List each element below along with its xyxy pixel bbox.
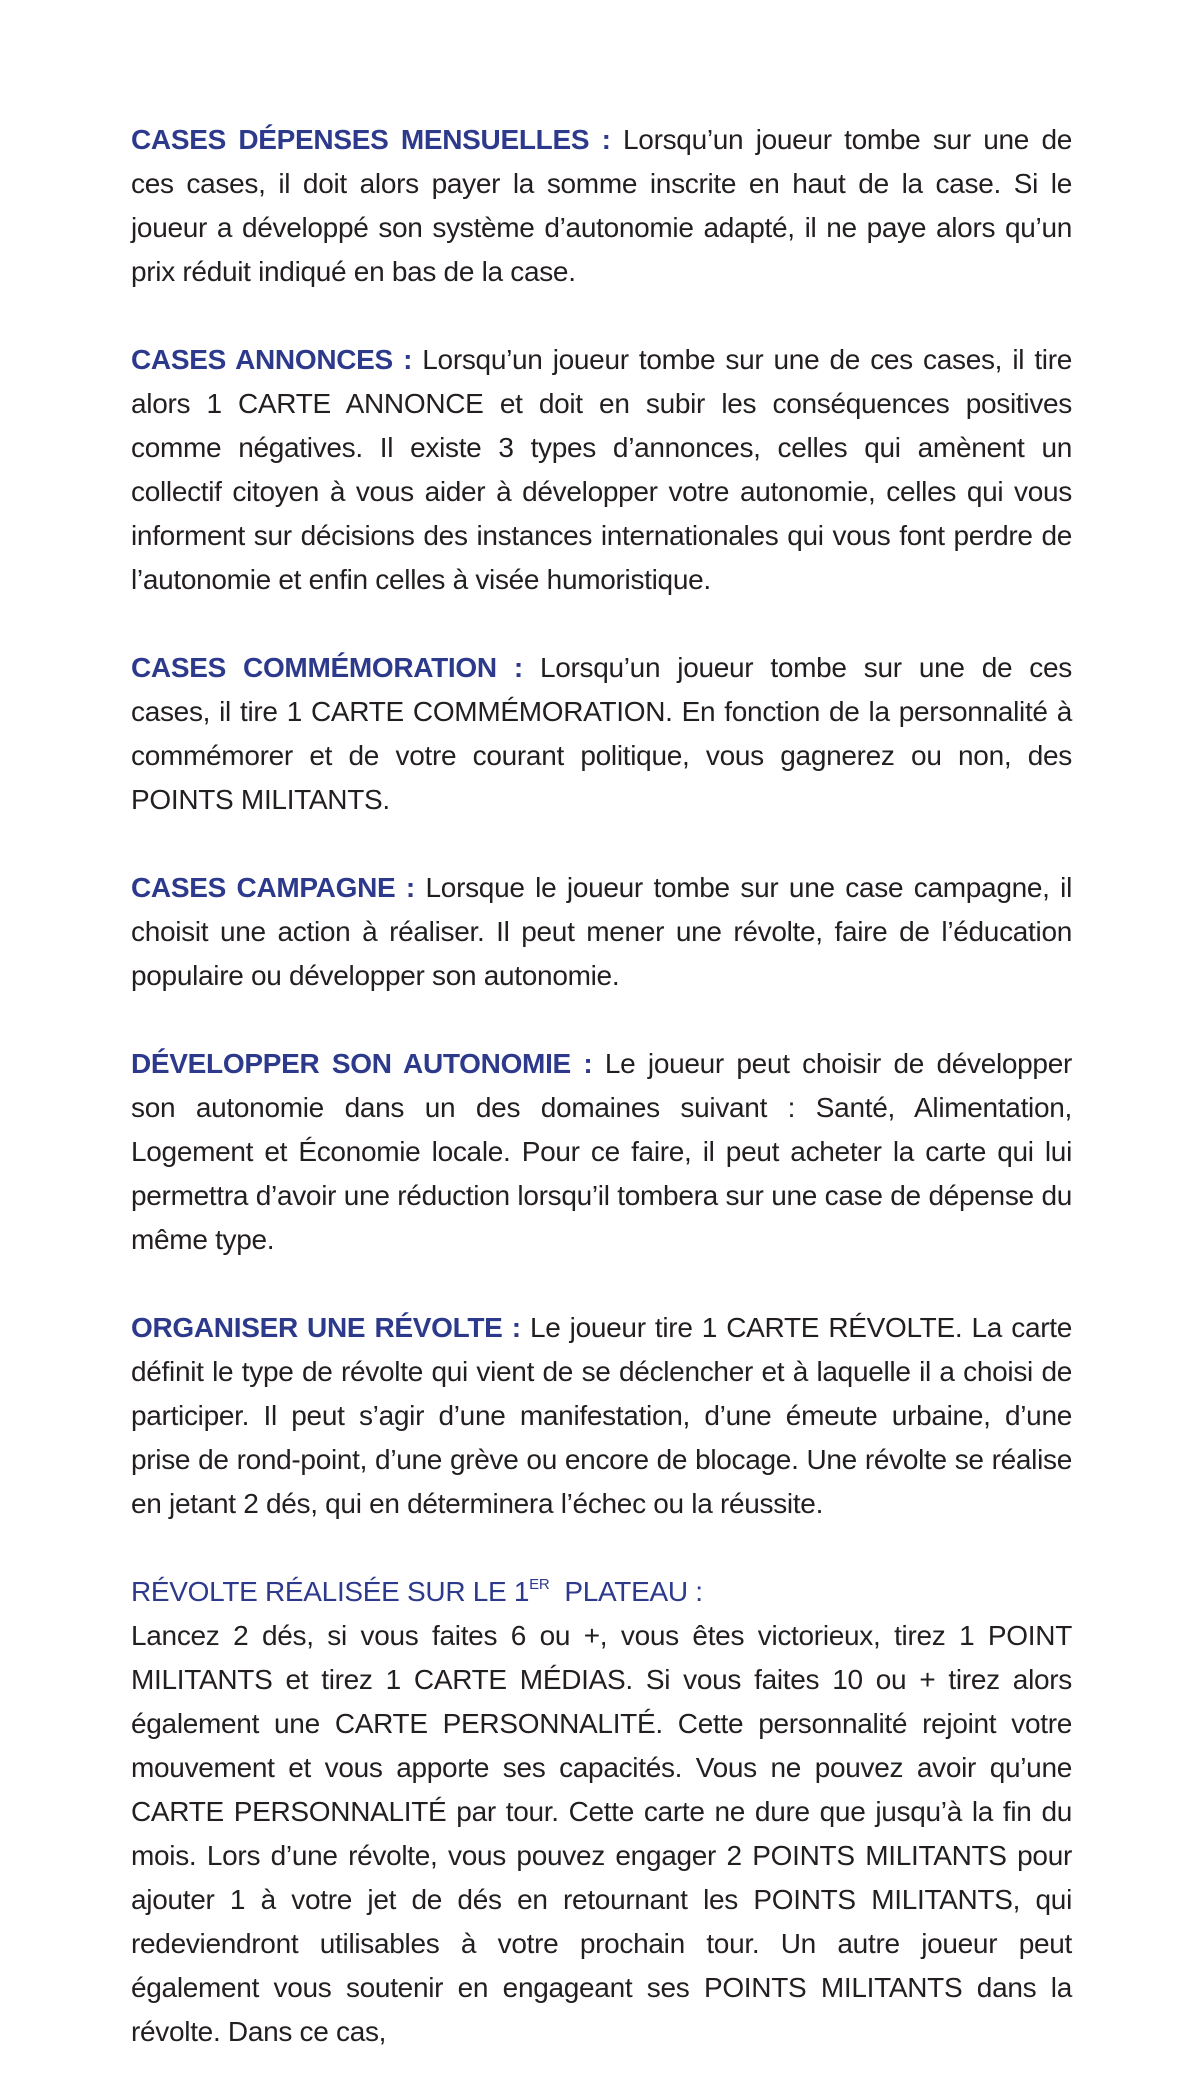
section-body: Lorsqu’un joueur tombe sur une de ces cases, il tire 1 CARTE COMMÉMORATION. En fonction de la personnalité à commémorer et de votre courant politique, vous gagnerez ou non, des POINTS MILITANTS. xyxy=(131,652,1072,815)
section-heading: CASES CAMPAGNE : xyxy=(131,872,415,903)
section-heading: CASES COMMÉMORATION : xyxy=(131,652,523,683)
section-heading: CASES ANNONCES : xyxy=(131,344,413,375)
revolt-plateau-heading xyxy=(131,1570,1072,1614)
section-monthly-expenses xyxy=(131,118,1072,294)
revolt-plateau-heading-text: RÉVOLTE RÉALISÉE SUR LE 1 xyxy=(131,1576,530,1607)
section-heading: CASES DÉPENSES MENSUELLES : xyxy=(131,124,611,155)
revolt-plateau-body: Lancez 2 dés, si vous faites 6 ou +, vous êtes victorieux, tirez 1 POINT MILITANTS et tirez 1 CARTE MÉDIAS. Si vous faites 10 ou + tirez alors également une CARTE PERSONNALITÉ. Cette personnalité rejoint votre mouvement et vous apporte ses capacités. Vous ne pouvez avoir qu’une CARTE PERSONNALITÉ par tour. Cette carte ne dure que jusqu’à la fin du mois. Lors d’une révolte, vous pouvez engager 2 POINTS MILITANTS pour ajouter 1 à votre jet de dés en retournant les POINTS MILITANTS, qui redeviendront utilisables à votre prochain tour. Un autre joueur peut également vous soutenir en engageant ses POINTS MILITANTS dans la révolte. Dans ce cas, xyxy=(131,1620,1072,2047)
section-body: Lorsque le joueur tombe sur une case campagne, il choisit une action à réaliser. Il peut mener une révolte, faire de l’éducation populaire ou développer son autonomie. xyxy=(131,872,1073,991)
section-body: Le joueur tire 1 CARTE RÉVOLTE. La carte définit le type de révolte qui vient de se déclencher et à laquelle il a choisi de participer. Il peut s’agir d’une manifestation, d’une émeute urbaine, d’une prise de rond-point, d’une grève ou encore de blocage. Une révolte se réalise en jetant 2 dés, qui en déterminera l’échec ou la réussite. xyxy=(131,1312,1073,1519)
section-body: Lorsqu’un joueur tombe sur une de ces cases, il doit alors payer la somme inscrite en haut de la case. Si le joueur a développé son système d’autonomie adapté, il ne paye alors qu’un prix réduit indiqué en bas de la case. xyxy=(131,124,1072,287)
section-body: Lorsqu’un joueur tombe sur une de ces cases, il tire alors 1 CARTE ANNONCE et doit en subir les conséquences positives comme négatives. Il existe 3 types d’annonces, celles qui amènent un collectif citoyen à vous aider à développer votre autonomie, celles qui vous informent sur décisions des instances internationales qui vous font perdre de l’autonomie et enfin celles à visée humoristique. xyxy=(131,344,1073,595)
revolt-plateau-heading-tail: PLATEAU : xyxy=(549,1576,703,1607)
ordinal-superscript: ER xyxy=(529,1575,550,1593)
section-body: Le joueur peut choisir de développer son autonomie dans un des domaines suivant : Santé, Alimentation, Logement et Économie locale. Pour ce faire, il peut acheter la carte qui lui permettra d’avoir une réduction lorsqu’il tombera sur une case de dépense du même type. xyxy=(131,1048,1072,1255)
section-organize-revolt xyxy=(131,1306,1072,1526)
section-announcements xyxy=(131,338,1072,602)
section-heading: ORGANISER UNE RÉVOLTE : xyxy=(131,1312,521,1343)
section-heading: DÉVELOPPER SON AUTONOMIE : xyxy=(131,1048,593,1079)
section-develop-autonomy xyxy=(131,1042,1072,1262)
section-campaign xyxy=(131,866,1072,998)
rules-page xyxy=(131,118,1072,2054)
section-commemoration xyxy=(131,646,1072,822)
